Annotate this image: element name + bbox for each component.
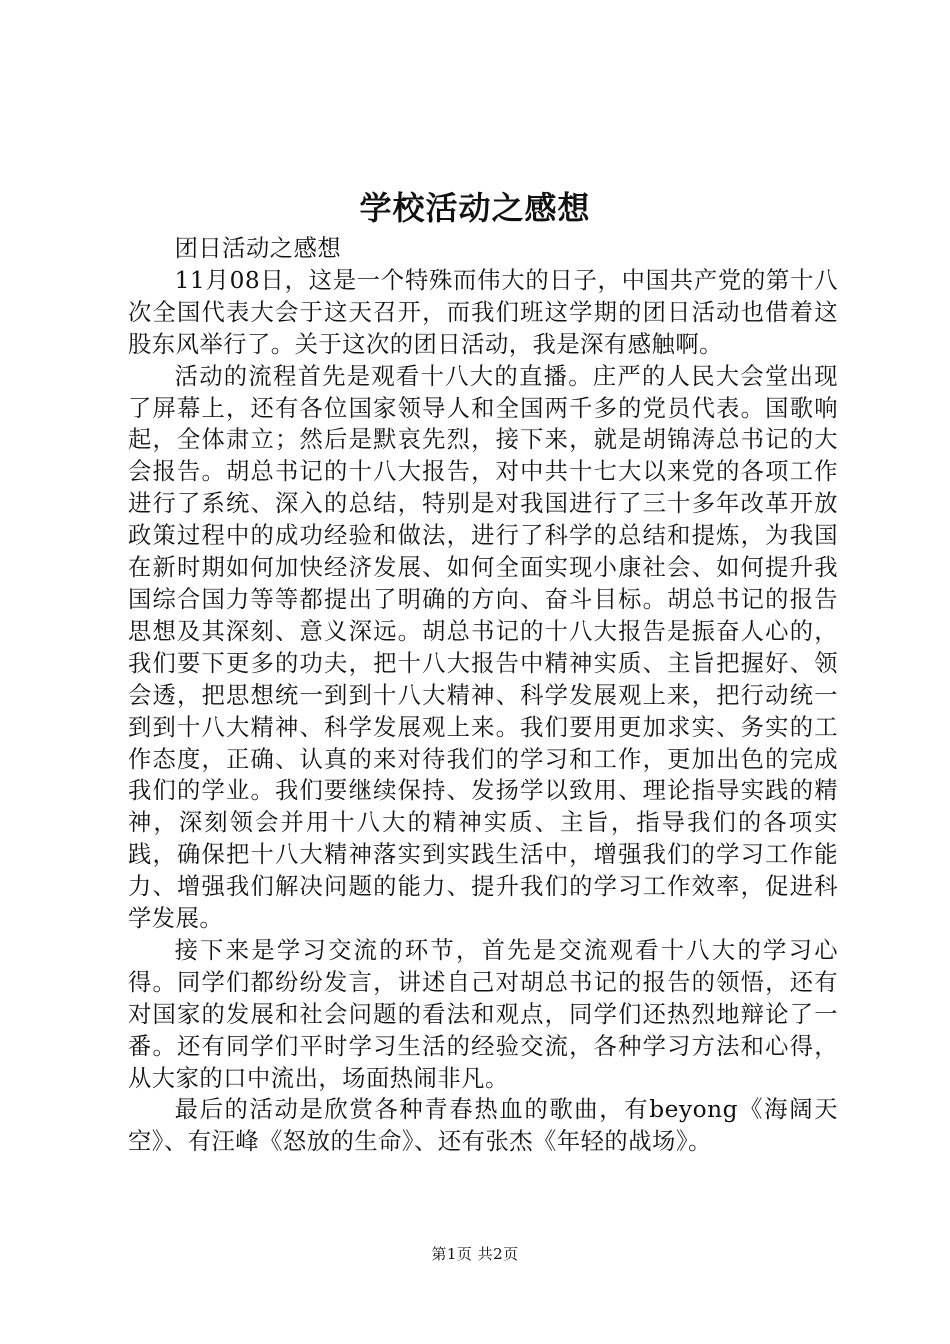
page-footer: 第1页 共2页 xyxy=(431,1245,519,1263)
document-subtitle: 团日活动之感想 xyxy=(174,235,342,262)
paragraph-4: 最后的活动是欣赏各种青春热血的歌曲，有beyong《海阔天空》、有汪峰《怒放的生命》、还有张杰《年轻的战场》。 xyxy=(128,1096,838,1156)
paragraph-3: 接下来是学习交流的环节，首先是交流观看十八大的学习心得。同学们都纷纷发言，讲述自己对胡总书记的报告的领悟，还有对国家的发展和社会问题的看法和观点，同学们还热烈地辩论了一番。还有同学们平时学习生活的经验交流，各种学习方法和心得，从大家的口中流出，场面热闹非凡。 xyxy=(128,936,838,1092)
document-body xyxy=(128,233,838,1158)
paragraph-2: 活动的流程首先是观看十八大的直播。庄严的人民大会堂出现了屏幕上，还有各位国家领导人和全国两千多的党员代表。国歌响起，全体肃立；然后是默哀先烈，接下来，就是胡锦涛总书记的大会报告。胡总书记的十八大报告，对中共十七大以来党的各项工作进行了系统、深入的总结，特别是对我国进行了三十多年改革开放政策过程中的成功经验和做法，进行了科学的总结和提炼，为我国在新时期如何加快经济发展、如何全面实现小康社会、如何提升我国综合国力等等都提出了明确的方向、奋斗目标。胡总书记的报告思想及其深刻、意义深远。胡总书记的十八大报告是振奋人心的，我们要下更多的功夫，把十八大报告中精神实质、主旨把握好、领会透，把思想统一到到十八大精神、科学发展观上来，把行动统一到到十八大精神、科学发展观上来。我们要用更加求实、务实的工作态度，正确、认真的来对待我们的学习和工作，更加出色的完成我们的学业。我们要继续保持、发扬学以致用、理论指导实践的精神，深刻领会并用十八大的精神实质、主旨，指导我们的各项实践，确保把十八大精神落实到实践生活中，增强我们的学习工作能力、增强我们解决问题的能力、提升我们的学习工作效率，促进科学发展。 xyxy=(128,362,838,933)
paragraph-1: 11月08日，这是一个特殊而伟大的日子，中国共产党的第十八次全国代表大会于这天召开，而我们班这学期的团日活动也借着这股东风举行了。关于这次的团日活动，我是深有感触啊。 xyxy=(128,266,838,358)
document-title: 学校活动之感想 xyxy=(359,189,591,227)
